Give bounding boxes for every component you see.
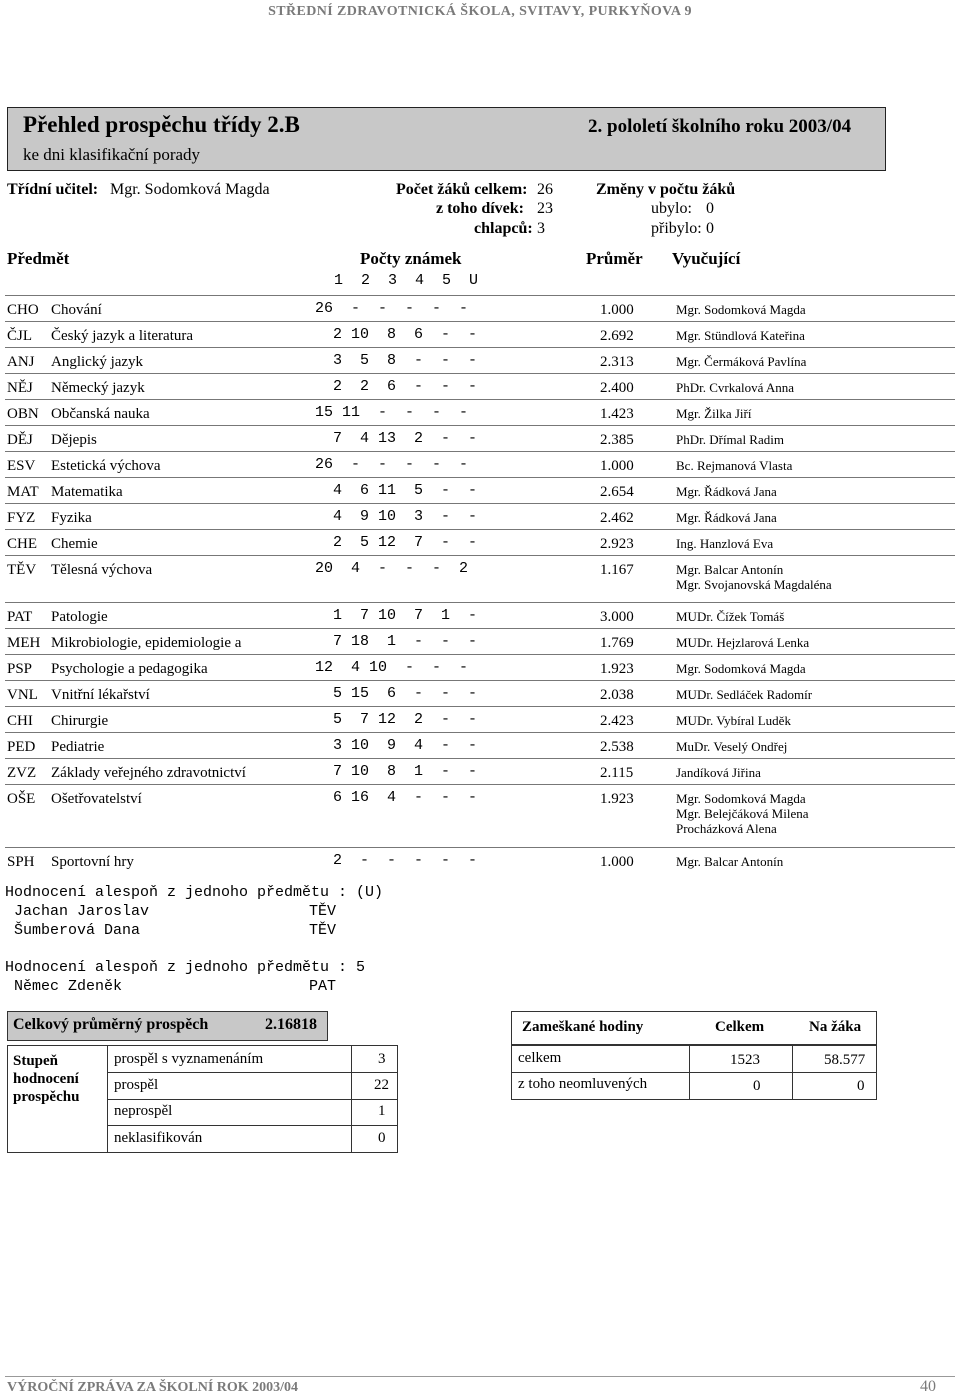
- footer-divider: [5, 1376, 955, 1377]
- teacher-name-line: MUDr. Vybíral Luděk: [676, 713, 791, 728]
- page-number: 40: [920, 1378, 936, 1395]
- subject-average: 2.654: [600, 484, 634, 500]
- overall-average-value: 2.16818: [265, 1016, 317, 1033]
- five-heading: Hodnocení alespoň z jednoho předmětu : 5: [5, 959, 366, 976]
- teacher-name-line: Mgr. Belejčáková Milena: [676, 806, 809, 821]
- subject-teacher: [676, 536, 773, 551]
- overall-average-box: [7, 1011, 328, 1041]
- school-name: STŘEDNÍ ZDRAVOTNICKÁ ŠKOLA, SVITAVY, PURKYŇOVA 9: [268, 4, 692, 19]
- subject-average: 1.923: [600, 791, 634, 807]
- grade-counts: 26 - - - - -: [315, 456, 469, 473]
- row-divider: [5, 295, 955, 296]
- subject-code: PAT: [7, 609, 33, 625]
- row-divider: [5, 373, 955, 374]
- grade-counts: 7 10 8 1 - -: [315, 763, 478, 780]
- absence-header: Zameškané hodiny: [522, 1019, 644, 1035]
- grade-counts: 5 15 6 - - -: [315, 685, 478, 702]
- subject-name: Vnitřní lékařství: [51, 687, 150, 703]
- level-item-label: prospěl s vyznamenáním: [114, 1051, 264, 1067]
- level-item-count: 0: [378, 1130, 386, 1146]
- added-value: 0: [706, 220, 714, 237]
- subject-name: Mikrobiologie, epidemiologie a: [51, 635, 242, 651]
- subject-teacher: [676, 484, 777, 499]
- subject-name: Estetická výchova: [51, 458, 161, 474]
- subject-average: 1.423: [600, 406, 634, 422]
- subject-name: Matematika: [51, 484, 123, 500]
- average-header: Průměr: [586, 249, 643, 268]
- row-divider: [5, 784, 955, 785]
- level-item-label: neklasifikován: [114, 1130, 203, 1146]
- subject-average: 1.000: [600, 302, 634, 318]
- subject-teacher: [676, 380, 794, 395]
- subject-name: Pediatrie: [51, 739, 105, 755]
- u-heading: Hodnocení alespoň z jednoho předmětu : (U): [5, 884, 384, 901]
- row-divider: [5, 347, 955, 348]
- teacher-name-line: Mgr. Sodomková Magda: [676, 661, 806, 676]
- overall-average-label: Celkový průměrný prospěch: [13, 1016, 209, 1033]
- grade-counts: 26 - - - - -: [315, 300, 469, 317]
- subject-code: ANJ: [7, 354, 35, 370]
- subject-teacher: [676, 687, 812, 702]
- teacher-name-line: MUDr. Čížek Tomáš: [676, 609, 785, 624]
- teacher-name-line: Mgr. Balcar Antonín: [676, 854, 784, 869]
- u-student-subject: TĚV: [309, 922, 337, 939]
- u-student-name: Šumberová Dana: [14, 922, 141, 939]
- subject-code: PSP: [7, 661, 33, 677]
- row-divider: [5, 503, 955, 504]
- subject-average: 2.400: [600, 380, 634, 396]
- subject-average: 2.423: [600, 713, 634, 729]
- subject-code: SPH: [7, 854, 35, 870]
- subject-teacher: [676, 765, 761, 780]
- grade-counts: 12 4 10 - - -: [315, 659, 469, 676]
- subject-teacher: [676, 458, 792, 473]
- teacher-name-line: PhDr. Dřímal Radim: [676, 432, 784, 447]
- row-divider: [5, 321, 955, 322]
- grade-counts: 4 6 11 5 - -: [315, 482, 478, 499]
- subject-teacher: [676, 609, 784, 624]
- subject-average: 2.115: [600, 765, 634, 781]
- teacher-name-line: Jandíková Jiřina: [676, 765, 761, 780]
- subject-code: ČJL: [7, 328, 33, 344]
- subject-name: Dějepis: [51, 432, 97, 448]
- semester-label: 2. pololetí školního roku 2003/04: [588, 116, 852, 137]
- teacher-name-line: Mgr. Stündlová Kateřina: [676, 328, 805, 343]
- added-label: přibylo:: [651, 220, 702, 237]
- subject-code: NĚJ: [7, 380, 33, 396]
- teacher-name-line: Procházková Alena: [676, 821, 777, 836]
- grade-counts: 1 7 10 7 1 -: [315, 607, 478, 624]
- boys-label: chlapců:: [474, 220, 533, 237]
- subject-code: ZVZ: [7, 765, 37, 781]
- row-divider: [5, 451, 955, 452]
- u-student-name: Jachan Jaroslav: [14, 903, 150, 920]
- grade-counts: 15 11 - - - -: [315, 404, 469, 421]
- subject-row: [0, 558, 960, 592]
- subject-average: 2.385: [600, 432, 634, 448]
- subject-teacher: [676, 661, 806, 676]
- absence-row-label: celkem: [518, 1050, 562, 1066]
- absence-header-box: [511, 1011, 877, 1045]
- grade-counts: 7 18 1 - - -: [315, 633, 478, 650]
- row-divider: [5, 628, 955, 629]
- subject-average: 1.923: [600, 661, 634, 677]
- subject-teacher: [676, 791, 809, 836]
- subject-row: [0, 787, 960, 836]
- grade-counts: 2 - - - - -: [315, 852, 478, 869]
- title-box: [7, 107, 886, 171]
- left-value: 0: [706, 200, 714, 217]
- subject-average: 2.313: [600, 354, 634, 370]
- class-teacher-name: Mgr. Sodomková Magda: [110, 181, 270, 198]
- subject-average: 2.462: [600, 510, 634, 526]
- row-divider: [5, 732, 955, 733]
- five-student-subject: PAT: [309, 978, 337, 995]
- teacher-name-line: Mgr. Řádková Jana: [676, 510, 777, 525]
- row-divider: [5, 602, 955, 603]
- row-divider: [5, 654, 955, 655]
- subject-name: Fyzika: [51, 510, 92, 526]
- level-item-count: 22: [374, 1077, 389, 1093]
- grade-levels-table: [7, 1045, 398, 1153]
- teacher-name-line: PhDr. Cvrkalová Anna: [676, 380, 795, 395]
- subject-average: 1.000: [600, 854, 634, 870]
- absence-row-per-student: 58.577: [824, 1052, 866, 1068]
- grade-counts: 3 5 8 - - -: [315, 352, 478, 369]
- girls-value: 23: [537, 200, 553, 217]
- grade-counts: 4 9 10 3 - -: [315, 508, 478, 525]
- grade-counts: 2 5 12 7 - -: [315, 534, 478, 551]
- subject-code: TĚV: [7, 562, 37, 578]
- subject-name: Chování: [51, 302, 102, 318]
- absence-row-total: 1523: [730, 1052, 760, 1068]
- grade-counts: 5 7 12 2 - -: [315, 711, 478, 728]
- level-item-count: 1: [378, 1103, 386, 1119]
- subject-code: PED: [7, 739, 36, 755]
- subject-name: Občanská nauka: [51, 406, 150, 422]
- subject-average: 1.769: [600, 635, 634, 651]
- subject-code: DĚJ: [7, 432, 33, 448]
- subject-average: 1.167: [600, 562, 634, 578]
- teacher-name-line: Mgr. Řádková Jana: [676, 484, 777, 499]
- subject-average: 1.000: [600, 458, 634, 474]
- row-divider: [5, 758, 955, 759]
- subject-teacher: [676, 854, 783, 869]
- teacher-name-line: Mgr. Sodomková Magda: [676, 302, 806, 317]
- five-student-name: Němec Zdeněk: [14, 978, 123, 995]
- absence-total-header: Celkem: [715, 1019, 765, 1035]
- boys-value: 3: [537, 220, 545, 237]
- page-title: Přehled prospěchu třídy 2.B: [23, 112, 300, 137]
- teacher-name-line: MuDr. Veselý Ondřej: [676, 739, 788, 754]
- row-divider: [5, 555, 955, 556]
- left-label: ubylo:: [651, 200, 692, 217]
- teacher-name-line: Mgr. Čermáková Pavlína: [676, 354, 807, 369]
- footer-report-title: VÝROČNÍ ZPRÁVA ZA ŠKOLNÍ ROK 2003/04: [7, 1380, 299, 1395]
- total-students-value: 26: [537, 181, 553, 198]
- subject-code: OŠE: [7, 791, 36, 807]
- subject-name: Chemie: [51, 536, 98, 552]
- subject-code: OBN: [7, 406, 39, 422]
- subject-teacher: [676, 328, 805, 343]
- subject-name: Patologie: [51, 609, 108, 625]
- row-divider: [5, 477, 955, 478]
- row-divider: [5, 399, 955, 400]
- subject-name: Základy veřejného zdravotnictví: [51, 765, 246, 781]
- subject-name: Anglický jazyk: [51, 354, 144, 370]
- teacher-name-line: MUDr. Sedláček Radomír: [676, 687, 813, 702]
- absence-row-label: z toho neomluvených: [518, 1076, 648, 1092]
- level-item-label: neprospěl: [114, 1103, 173, 1119]
- u-student-subject: TĚV: [309, 903, 337, 920]
- row-divider: [5, 847, 955, 848]
- subject-teacher: [676, 635, 809, 650]
- class-teacher-label: Třídní učitel:: [7, 181, 99, 198]
- subject-teacher: [676, 302, 806, 317]
- level-label: Stupeň hodnocení prospěchu: [13, 1053, 80, 1105]
- subject-name: Německý jazyk: [51, 380, 145, 396]
- row-divider: [5, 529, 955, 530]
- row-divider: [5, 706, 955, 707]
- subject-name: Psychologie a pedagogika: [51, 661, 208, 677]
- girls-label: z toho dívek:: [436, 200, 524, 217]
- subject-code: ESV: [7, 458, 36, 474]
- page-subtitle: ke dni klasifikační porady: [23, 145, 201, 164]
- grade-counts: 6 16 4 - - -: [315, 789, 478, 806]
- subject-teacher: [676, 510, 777, 525]
- subject-code: CHE: [7, 536, 37, 552]
- subject-teacher: [676, 432, 784, 447]
- teacher-name-line: Mgr. Svojanovská Magdaléna: [676, 577, 832, 592]
- subject-code: VNL: [7, 687, 38, 703]
- absence-table: [511, 1045, 877, 1100]
- subject-code: CHO: [7, 302, 39, 318]
- teacher-name-line: Bc. Rejmanová Vlasta: [676, 458, 793, 473]
- level-item-count: 3: [378, 1051, 386, 1067]
- subject-name: Chirurgie: [51, 713, 109, 729]
- subject-code: MEH: [7, 635, 41, 651]
- grade-counts: 7 4 13 2 - -: [315, 430, 478, 447]
- teacher-name-line: Mgr. Balcar Antonín: [676, 562, 784, 577]
- teacher-header: Vyučující: [672, 249, 741, 268]
- subject-teacher: [676, 713, 791, 728]
- subject-teacher: [676, 739, 787, 754]
- row-divider: [5, 425, 955, 426]
- grade-counts: 20 4 - - - 2: [315, 560, 469, 577]
- subject-name: Ošetřovatelství: [51, 791, 142, 807]
- subject-teacher: [676, 406, 751, 421]
- teacher-name-line: Mgr. Žilka Jiří: [676, 406, 752, 421]
- total-students-label: Počet žáků celkem:: [396, 181, 528, 198]
- subject-average: 2.538: [600, 739, 634, 755]
- subject-row: [0, 850, 960, 876]
- absence-row-total: 0: [753, 1078, 761, 1094]
- subject-name: Sportovní hry: [51, 854, 134, 870]
- teacher-name-line: Ing. Hanzlová Eva: [676, 536, 774, 551]
- subject-name: Tělesná výchova: [51, 562, 153, 578]
- subject-teacher: [676, 562, 832, 592]
- absence-row-per-student: 0: [857, 1078, 865, 1094]
- subject-code: FYZ: [7, 510, 36, 526]
- level-item-label: prospěl: [114, 1077, 159, 1093]
- subject-average: 3.000: [600, 609, 634, 625]
- grade-counts: 2 10 8 6 - -: [315, 326, 478, 343]
- grade-scale: 1 2 3 4 5 U: [334, 272, 479, 289]
- grade-counts-header: Počty známek: [360, 249, 462, 268]
- teacher-name-line: MUDr. Hejzlarová Lenka: [676, 635, 810, 650]
- subject-average: 2.923: [600, 536, 634, 552]
- subject-name: Český jazyk a literatura: [51, 328, 194, 344]
- absence-per-student-header: Na žáka: [809, 1019, 862, 1035]
- subject-average: 2.038: [600, 687, 634, 703]
- subject-header: Předmět: [7, 249, 70, 268]
- row-divider: [5, 680, 955, 681]
- teacher-name-line: Mgr. Sodomková Magda: [676, 791, 806, 806]
- subject-code: CHI: [7, 713, 33, 729]
- subject-code: MAT: [7, 484, 39, 500]
- changes-label: Změny v počtu žáků: [596, 181, 736, 198]
- grade-counts: 2 2 6 - - -: [315, 378, 478, 395]
- grade-counts: 3 10 9 4 - -: [315, 737, 478, 754]
- subject-average: 2.692: [600, 328, 634, 344]
- subject-teacher: [676, 354, 806, 369]
